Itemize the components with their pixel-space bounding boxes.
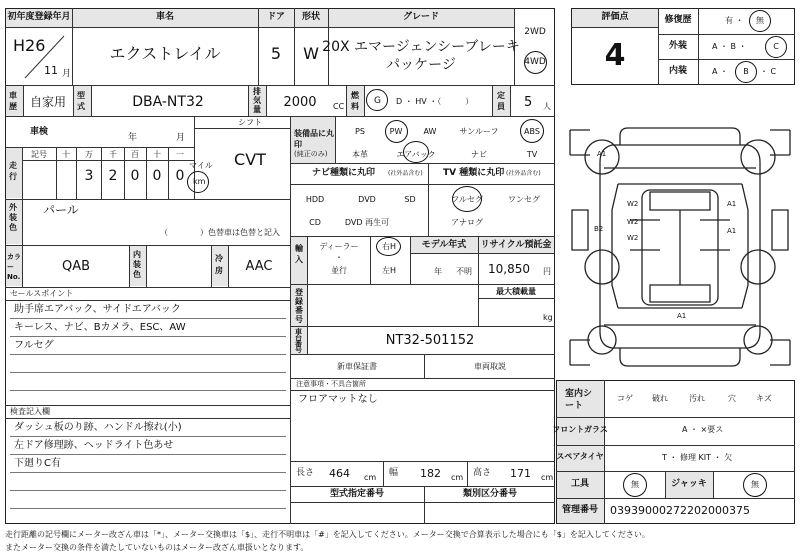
exterior-label: 外装 — [668, 41, 688, 51]
height-label: 高さ — [473, 468, 492, 478]
damage-mark: A1 — [597, 150, 607, 158]
color-code-value: QAB — [61, 259, 91, 274]
model-name-label: 車名 — [155, 12, 175, 22]
import-right-h: 右H — [381, 242, 397, 251]
import-label: 輸入 — [295, 244, 303, 264]
model-code-label: 型式 — [77, 91, 85, 111]
shift-value: CVT — [234, 150, 266, 169]
interior-label: 内装 — [668, 66, 688, 76]
drive-2wd: 2WD — [524, 27, 546, 37]
option-abs: ABS — [524, 127, 540, 136]
displacement-unit: CC — [333, 102, 345, 111]
grade-line2: パッケージ — [386, 57, 456, 73]
width-label: 幅 — [389, 468, 399, 478]
grade-label: グレード — [402, 12, 440, 22]
sales-points-title: セールスポイント — [10, 289, 74, 298]
option-aw: AW — [423, 127, 437, 136]
digit-label-1: 万 — [85, 150, 93, 159]
score-value: 4 — [604, 38, 626, 73]
first-reg-month: 11 — [44, 64, 58, 77]
color-code-label: カラーNo. — [7, 253, 21, 281]
seat-option: 破れ — [652, 394, 668, 403]
fuel-g: G — [374, 96, 381, 106]
import-dot: ・ — [335, 253, 343, 262]
digit-label-3: 百 — [131, 150, 139, 159]
tv-oneseg: ワンセグ — [508, 195, 540, 204]
score-label: 評価点 — [601, 12, 629, 22]
mile-label: マイル — [189, 161, 213, 170]
model-year-label: モデル年式 — [421, 240, 467, 250]
mileage-digit: 2 — [108, 168, 118, 184]
first-reg-month-unit: 月 — [62, 69, 72, 79]
model-year-unknown: 不明 — [456, 267, 472, 276]
recycle-label: リサイクル預託金 — [480, 240, 552, 250]
tv-type-title: TV 種類に丸印 — [443, 168, 505, 178]
seat-option: コゲ — [617, 394, 633, 403]
doors-label: ドア — [267, 12, 285, 22]
ac-label: 冷房 — [215, 254, 223, 275]
seat-option: 穴 — [728, 394, 736, 403]
mileage-digit: 3 — [84, 168, 94, 184]
model-name: エクストレイル — [109, 44, 221, 63]
type-approval-label: 型式指定番号 — [329, 489, 385, 499]
sales-point-line: キーレス、ナビ、Bカメラ、ESC、AW — [14, 322, 186, 333]
damage-mark: B2 — [594, 225, 604, 233]
interior-color-label: 内装色 — [133, 250, 141, 279]
tools-value: 無 — [631, 480, 639, 489]
navi-cd: CD — [309, 218, 321, 227]
notes-text: フロアマットなし — [298, 394, 378, 405]
tv-analog: アナログ — [451, 218, 483, 227]
mileage-digit: 0 — [130, 168, 140, 184]
recycle-value: 10,850 — [488, 262, 530, 276]
seat-option: 汚れ — [689, 394, 705, 403]
displacement-label: 排気量 — [253, 87, 261, 114]
import-parallel: 並行 — [331, 266, 347, 275]
option-airbag-circle — [403, 141, 429, 163]
damage-mark: W2 — [627, 218, 639, 226]
exterior-grade: C — [773, 42, 779, 51]
color-note: （ ）色替車は色替と記入 — [160, 228, 280, 237]
interior-grade: B — [743, 67, 749, 76]
capacity-label: 定員 — [497, 91, 505, 111]
max-load-unit: kg — [543, 313, 553, 322]
inspector-line: 下廻りC有 — [14, 458, 61, 469]
navi-hdd: HDD — [305, 195, 325, 204]
registration-label: 登録番号 — [295, 288, 303, 324]
fuel-options: D ・ HV ・（ ） — [396, 97, 474, 106]
km-label: km — [193, 177, 206, 186]
jack-value-circle — [743, 473, 767, 497]
capacity-value: 5 — [524, 95, 533, 110]
chassis-label: 車台番号 — [295, 328, 302, 354]
sales-point-line: 助手席エアバック、サイドエアバック — [14, 304, 181, 315]
damage-mark: A1 — [677, 312, 687, 320]
damage-mark: A1 — [727, 200, 737, 208]
color-value: パール — [43, 203, 79, 217]
drive-4wd-circle — [524, 51, 547, 74]
usage-value: 自家用 — [29, 95, 67, 109]
options-title: 装備品に丸印 — [294, 129, 334, 149]
windshield-options: A ・ ×要ス — [682, 425, 724, 434]
shaken-month-unit: 月 — [176, 133, 186, 143]
tv-type-sub: (社外品含む) — [506, 170, 541, 177]
length-unit: cm — [364, 473, 377, 482]
first-reg-label: 初年度登録年月 — [7, 12, 71, 22]
displacement-value: 2000 — [283, 95, 317, 110]
seat-label: 室内シート — [565, 389, 593, 411]
option-abs-circle — [520, 119, 544, 143]
tv-fullseg: フルセグ — [451, 195, 483, 204]
recycle-yen: 円 — [543, 267, 551, 276]
digit-label-5: 一 — [176, 150, 184, 159]
damage-mark: W2 — [627, 234, 639, 242]
warranty-new-car: 新車保証書 — [337, 362, 377, 371]
navi-dvd-play: DVD 再生可 — [344, 218, 390, 227]
ac-value: AAC — [245, 259, 273, 274]
repair-none: 無 — [756, 16, 764, 25]
shift-label: シフト — [238, 118, 262, 127]
repair-none-circle — [749, 10, 771, 32]
capacity-unit: 人 — [543, 102, 551, 111]
height-value: 171 — [510, 467, 531, 480]
inspector-line: 左ドア修理跡、ヘッドライト色あせ — [14, 440, 174, 451]
seat-option: キズ — [756, 394, 772, 403]
spare-options: T ・ 修理 KIT ・ 欠 — [662, 453, 733, 462]
first-reg-era: H26 — [13, 36, 46, 55]
width-value: 182 — [420, 467, 441, 480]
option-leather: 本革 — [352, 150, 368, 159]
doors-value: 5 — [270, 44, 282, 63]
interior-c: ・ C — [760, 67, 777, 76]
jack-label: ジャッキ — [671, 479, 707, 489]
windshield-label: フロントガラス — [552, 425, 608, 434]
option-pw: PW — [389, 127, 403, 136]
repair-label: 修復歴 — [664, 15, 692, 25]
damage-mark: A1 — [727, 227, 737, 235]
option-navi: ナビ — [471, 150, 487, 159]
shape-value: W — [303, 44, 319, 63]
notes-label: 注意事項・不具合箇所 — [296, 380, 366, 388]
kigo-label: 記号 — [31, 150, 47, 159]
option-pw-circle — [385, 120, 408, 143]
category-label: 類別区分番号 — [462, 489, 518, 499]
footer-note-1: 走行距離の記号欄にメーター改ざん車は「*」、メーター交換車は「$」、走行不明車は「#」を記入してください。メーター交換で合算表示した場合にも「$」を記入してください。 — [5, 530, 650, 539]
max-load-label: 最大積載量 — [496, 287, 536, 296]
digit-label-4: 十 — [153, 150, 161, 159]
car-diagram — [560, 100, 800, 375]
navi-dvd: DVD — [358, 195, 376, 204]
interior-a: A ・ — [712, 67, 729, 76]
import-dealer: ディーラー — [319, 242, 359, 251]
import-left-h: 左H — [381, 266, 397, 275]
option-tv: TV — [526, 150, 538, 159]
footer-note-2: またメーター交換の条件を満たしていないものはメーター改ざん車扱いとなります。 — [5, 543, 309, 552]
option-airbag: エアバック — [396, 150, 436, 159]
jack-value: 無 — [751, 480, 759, 489]
sales-point-line: フルセグ — [14, 340, 54, 351]
control-number-value: 03939000272202000375 — [610, 504, 750, 517]
exterior-grade-circle — [765, 36, 787, 58]
inspector-title: 検査記入欄 — [10, 407, 50, 416]
shaken-year-unit: 年 — [128, 133, 138, 143]
navi-sd: SD — [404, 195, 416, 204]
exterior-options: A ・ B ・ — [712, 42, 747, 51]
digit-label-0: 十 — [62, 150, 70, 159]
repair-options: 有 ・ — [725, 16, 744, 25]
option-ps: PS — [355, 127, 365, 136]
tools-value-circle — [623, 473, 647, 497]
usage-label: 車歴 — [9, 91, 17, 111]
color-label: 外装色 — [9, 203, 17, 232]
options-subtitle: (純正のみ) — [294, 150, 328, 158]
width-unit: cm — [451, 473, 464, 482]
navi-type-title: ナビ種類に丸印 — [312, 168, 376, 178]
model-year-unit: 年 — [434, 267, 442, 276]
mileage-label: 走行 — [9, 161, 17, 181]
import-right-h-circle — [376, 237, 401, 256]
model-code-value: DBA-NT32 — [132, 94, 204, 110]
grade-line1: 20X エマージェンシーブレーキ — [322, 39, 520, 55]
control-number-label: 管理番号 — [561, 505, 599, 515]
length-value: 464 — [329, 467, 350, 480]
mileage-digit: 0 — [152, 168, 162, 184]
first-reg-slash — [20, 30, 70, 82]
navi-type-sub: (社外品含む) — [388, 170, 423, 177]
shape-label: 形状 — [301, 12, 321, 22]
km-circle — [187, 171, 209, 193]
warranty-manual: 車両取説 — [474, 362, 506, 371]
tools-label: 工具 — [570, 479, 590, 489]
interior-grade-circle — [735, 61, 757, 83]
damage-mark: W2 — [627, 200, 639, 208]
option-sunroof: サンルーフ — [459, 127, 499, 136]
tv-fullseg-circle — [452, 186, 482, 212]
digit-label-2: 千 — [109, 150, 117, 159]
fuel-g-circle — [366, 89, 388, 111]
chassis-value: NT32-501152 — [385, 333, 475, 348]
drive-4wd: 4WD — [524, 57, 546, 67]
length-label: 長さ — [296, 468, 315, 478]
spare-label: スペアタイヤ — [556, 452, 604, 461]
height-unit: cm — [541, 473, 554, 482]
fuel-label: 燃料 — [351, 91, 359, 111]
mileage-digit: 0 — [175, 168, 185, 184]
inspector-line: ダッシュ板のり跡、ハンドル擦れ(小) — [14, 422, 182, 433]
shaken-label: 車検 — [30, 127, 49, 137]
